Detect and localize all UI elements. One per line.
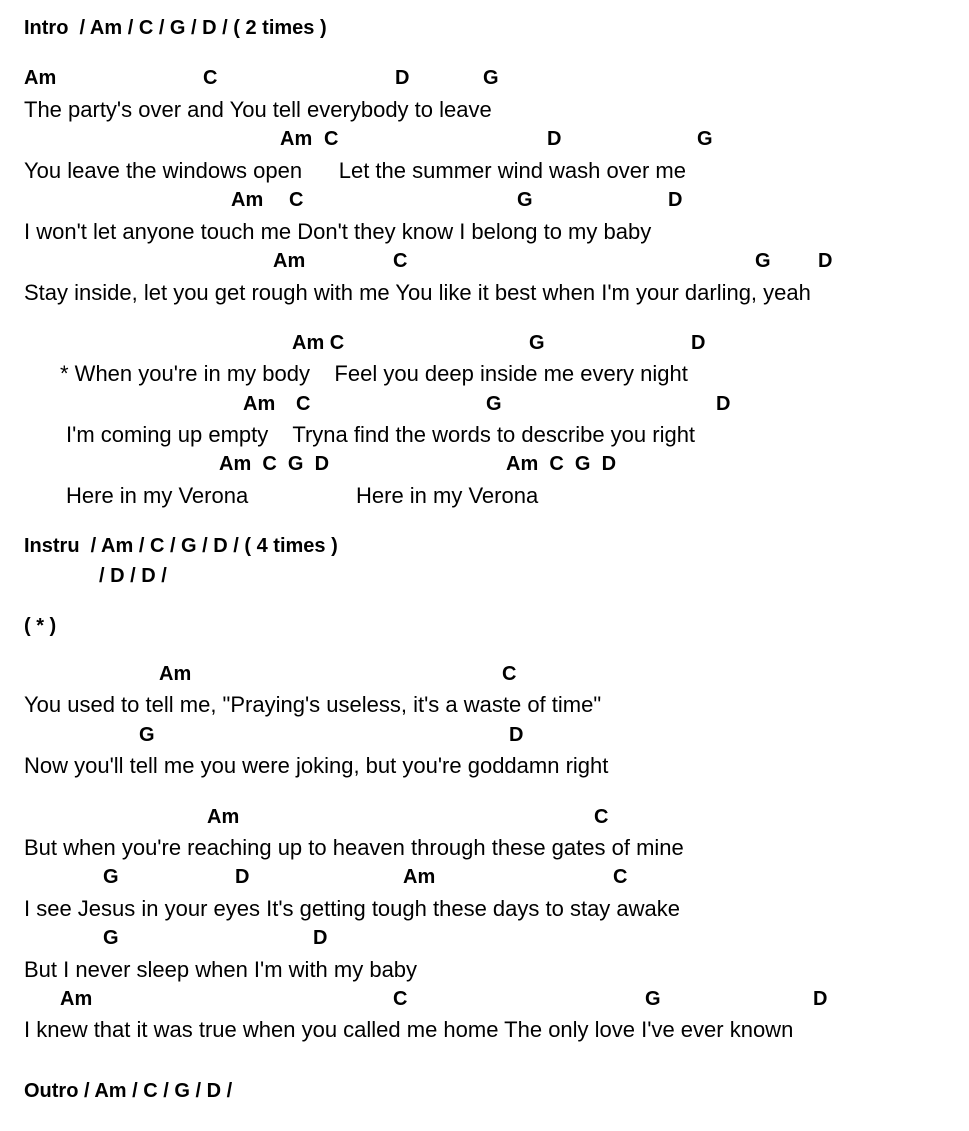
chord: D <box>716 393 731 415</box>
chord-row <box>0 454 969 482</box>
chord: G <box>517 189 533 211</box>
chord: C <box>324 128 339 150</box>
chord-row <box>0 190 969 218</box>
repeat-marker <box>0 616 969 644</box>
chord: D <box>818 250 833 272</box>
chord: C <box>594 806 609 828</box>
chord: D <box>313 927 328 949</box>
instru-text: Instru / Am / C / G / D / ( 4 times ) <box>24 535 338 557</box>
lyric-line: I'm coming up empty Tryna find the words to describe you right <box>66 422 696 447</box>
intro-text: Intro / Am / C / G / D / ( 2 times ) <box>24 17 327 39</box>
chord: C <box>393 250 408 272</box>
lyric-row <box>0 282 969 310</box>
lyric-row <box>0 424 969 452</box>
chord-row <box>0 129 969 157</box>
lyric-row <box>0 755 969 783</box>
chord: Am C <box>292 332 345 354</box>
chord-row <box>0 807 969 835</box>
chord: Am <box>280 128 313 150</box>
chord: G <box>103 927 119 949</box>
lyric-row <box>0 898 969 926</box>
lyric-row <box>0 1019 969 1047</box>
chord: D <box>668 189 683 211</box>
instru-line <box>0 536 969 564</box>
lyric-line: Here in my Verona <box>66 483 249 508</box>
chord: G <box>483 67 499 89</box>
lyric-line: You used to tell me, "Praying's useless, it's a waste of time" <box>24 692 602 717</box>
chord: C <box>296 393 311 415</box>
intro-line <box>0 18 969 46</box>
lyric-line: I knew that it was true when you called me home The only love I've ever known <box>24 1017 794 1042</box>
chord: D <box>395 67 410 89</box>
chord: G <box>139 724 155 746</box>
lyric-line: The party's over and You tell everybody to leave <box>24 97 492 122</box>
lyric-row <box>0 221 969 249</box>
chord: C <box>502 663 517 685</box>
lyric-row <box>0 485 969 513</box>
chord: G <box>645 988 661 1010</box>
chord: D <box>235 866 250 888</box>
lyric-line: Now you'll tell me you were joking, but you're goddamn right <box>24 753 609 778</box>
chord: Am <box>159 663 192 685</box>
chord-row <box>0 664 969 692</box>
chord: D <box>547 128 562 150</box>
lyric-line: Stay inside, let you get rough with me You like it best when I'm your darling, yeah <box>24 280 811 305</box>
chord-row <box>0 394 969 422</box>
chord: C <box>613 866 628 888</box>
lyric-line: Here in my Verona <box>356 483 539 508</box>
lyric-line: I see Jesus in your eyes It's getting tough these days to stay awake <box>24 896 681 921</box>
lyric-row <box>0 160 969 188</box>
chord: Am <box>207 806 240 828</box>
instru-text-2: / D / D / <box>99 565 167 587</box>
lyric-line: You leave the windows open Let the summer wind wash over me <box>24 158 686 183</box>
chord: C <box>203 67 218 89</box>
chord-row <box>0 251 969 279</box>
lyric-row <box>0 694 969 722</box>
chord: G <box>486 393 502 415</box>
chord-row <box>0 333 969 361</box>
chord: C <box>289 189 304 211</box>
chord: Am <box>243 393 276 415</box>
chord: Am C G D <box>506 453 617 475</box>
repeat-text: ( * ) <box>24 615 57 637</box>
lyric-line: But I never sleep when I'm with my baby <box>24 957 418 982</box>
instru-line-2 <box>0 566 969 594</box>
chord: G <box>697 128 713 150</box>
chord: D <box>509 724 524 746</box>
lyric-row <box>0 837 969 865</box>
lyric-row <box>0 959 969 987</box>
chord-row <box>0 928 969 956</box>
chord: G <box>103 866 119 888</box>
chord: Am <box>60 988 93 1010</box>
chord-row <box>0 725 969 753</box>
chord: Am <box>273 250 306 272</box>
lyric-line: * When you're in my body Feel you deep inside me every night <box>60 361 688 386</box>
chord: Am <box>24 67 57 89</box>
outro-text: Outro / Am / C / G / D / <box>24 1080 233 1102</box>
outro-line <box>0 1081 969 1109</box>
chord: C <box>393 988 408 1010</box>
chord: Am <box>403 866 436 888</box>
chord: G <box>529 332 545 354</box>
lyric-row <box>0 363 969 391</box>
lyric-line: But when you're reaching up to heaven through these gates of mine <box>24 835 684 860</box>
lyric-row <box>0 99 969 127</box>
chord: Am <box>231 189 264 211</box>
chord-row <box>0 867 969 895</box>
chord: D <box>813 988 828 1010</box>
lyric-line: I won't let anyone touch me Don't they know I belong to my baby <box>24 219 652 244</box>
chord-row <box>0 989 969 1017</box>
chord: D <box>691 332 706 354</box>
chord: G <box>755 250 771 272</box>
chord-row <box>0 68 969 96</box>
chord: Am C G D <box>219 453 330 475</box>
